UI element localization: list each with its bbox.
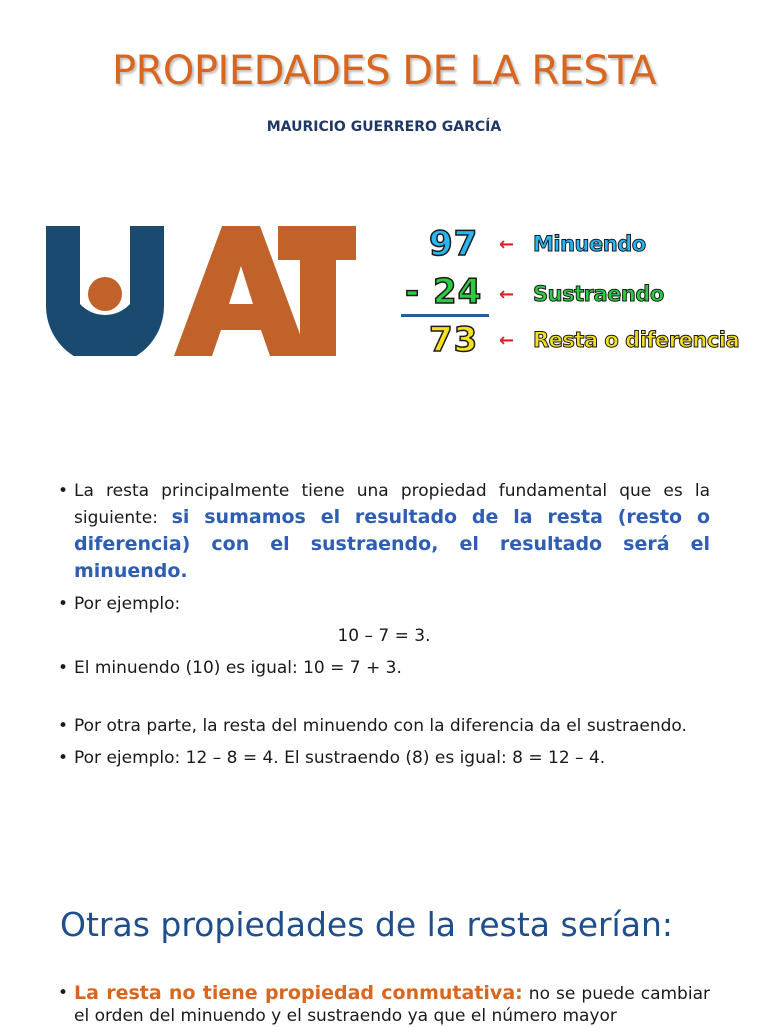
label-diferencia: Resta o diferencia	[533, 328, 740, 352]
list-item	[58, 591, 710, 617]
list-item	[58, 745, 710, 771]
page-title: PROPIEDADES DE LA RESTA	[112, 48, 656, 94]
bullet-text: La resta principalmente tiene una propiedad fundamental que es la siguiente:	[74, 481, 710, 528]
list-item	[58, 713, 710, 739]
bullet-list	[58, 982, 710, 1027]
sum-line	[401, 314, 489, 317]
bullet-text: no se puede cambiar el orden del minuendo y el sustraendo ya que el número mayor	[74, 984, 710, 1026]
arrow-icon: ←	[499, 284, 515, 305]
bullet-text: Por ejemplo:	[74, 594, 181, 614]
bullet-list	[58, 478, 710, 771]
bullet-text: El minuendo (10) es igual: 10 = 7 + 3.	[74, 658, 402, 678]
bullet-highlight: La resta no tiene propiedad conmutativa:	[74, 982, 523, 1004]
arrow-icon: ←	[499, 330, 515, 351]
bullet-text: Por ejemplo: 12 – 8 = 4. El sustraendo (8) es igual: 8 = 12 – 4.	[74, 748, 606, 768]
author-name: MAURICIO GUERRERO GARCÍA	[266, 119, 502, 135]
list-item	[58, 655, 710, 681]
arrow-icon: ←	[499, 234, 515, 255]
section-subtitle: Otras propiedades de la resta serían:	[60, 905, 673, 944]
list-item	[58, 478, 710, 585]
minuend-number: 97	[429, 224, 479, 264]
list-item	[58, 982, 710, 1027]
difference-number: 73	[429, 320, 479, 360]
label-minuendo: Minuendo	[533, 232, 646, 256]
bullet-highlight: si sumamos el resultado de la resta (resto o diferencia) con el sustraendo, el resultado será el minuendo.	[74, 506, 711, 582]
bullet-text: Por otra parte, la resta del minuendo con la diferencia da el sustraendo.	[74, 716, 687, 736]
uat-logo	[46, 226, 356, 356]
subtraction-graphic	[395, 222, 765, 367]
example-equation: 10 – 7 = 3.	[337, 626, 431, 646]
subtrahend-number: - 24	[405, 272, 483, 312]
label-sustraendo: Sustraendo	[533, 282, 664, 306]
